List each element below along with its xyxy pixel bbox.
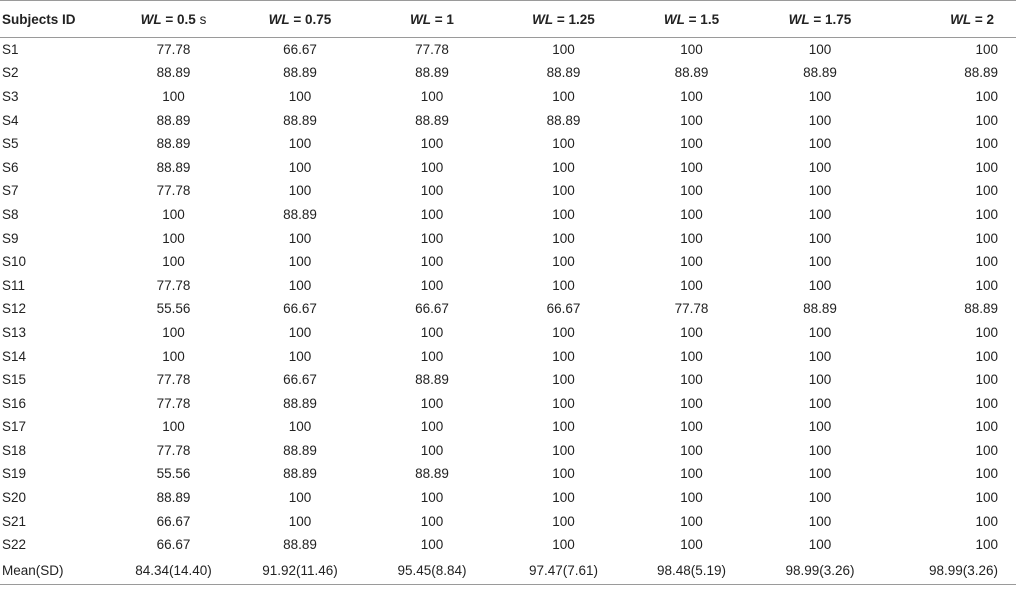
row-label-cell: S10: [2, 254, 27, 270]
value-cell: 100: [975, 442, 998, 458]
header-op: = 2: [971, 11, 994, 27]
header-op: = 0.75: [289, 11, 332, 27]
table-row: [0, 250, 1016, 274]
value-cell: 100: [975, 348, 998, 364]
value-cell: 100: [975, 42, 998, 58]
value-cell: 100: [288, 419, 312, 435]
value-cell: 100: [162, 419, 185, 435]
value-cell: 100: [808, 419, 832, 435]
table-row: [0, 368, 1016, 392]
value-cell: 100: [680, 254, 703, 270]
table-row: [0, 415, 1016, 439]
summary-row: [0, 557, 1016, 585]
value-cell: 77.78: [156, 277, 191, 293]
value-cell: 100: [162, 230, 185, 246]
row-label-cell: Mean(SD): [2, 562, 64, 578]
row-label-cell: S22: [2, 537, 27, 553]
value-cell: 100: [975, 112, 998, 128]
value-cell: 88.89: [283, 395, 317, 411]
value-cell: 97.47(7.61): [528, 562, 599, 578]
value-cell: 88.89: [283, 112, 317, 128]
value-cell: 100: [680, 348, 703, 364]
value-cell: 100: [162, 88, 185, 104]
value-cell: 100: [680, 183, 703, 199]
value-cell: 100: [808, 490, 832, 506]
value-cell: 100: [808, 348, 832, 364]
value-cell: 100: [420, 277, 444, 293]
value-cell: 100: [420, 183, 444, 199]
value-cell: 88.89: [415, 65, 449, 81]
value-cell: 100: [288, 254, 312, 270]
header-wl-2: [885, 1, 1016, 38]
row-label-cell: S6: [2, 159, 19, 175]
header-wl-1-5: [628, 1, 755, 38]
row-label-cell: S15: [2, 372, 27, 388]
table-row: [0, 38, 1016, 62]
value-cell: 100: [680, 206, 703, 222]
value-cell: 100: [975, 183, 998, 199]
value-cell: 100: [288, 277, 312, 293]
table-row: [0, 533, 1016, 557]
value-cell: 88.89: [283, 442, 317, 458]
value-cell: 88.89: [156, 159, 191, 175]
header-op: = 1.5: [684, 11, 720, 27]
value-cell: 100: [808, 466, 832, 482]
table-row: [0, 155, 1016, 179]
value-cell: 66.67: [156, 537, 191, 553]
value-cell: 100: [680, 277, 703, 293]
value-cell: 55.56: [156, 466, 191, 482]
value-cell: 100: [975, 513, 998, 529]
value-cell: 100: [552, 42, 575, 58]
header-var: WL: [663, 11, 685, 27]
row-label-cell: S20: [2, 490, 27, 506]
value-cell: 100: [420, 513, 444, 529]
value-cell: 88.89: [283, 65, 317, 81]
value-cell: 100: [552, 230, 575, 246]
value-cell: 100: [808, 183, 832, 199]
value-cell: 100: [975, 136, 998, 152]
value-cell: 100: [288, 183, 312, 199]
header-row: [0, 1, 1016, 38]
value-cell: 100: [552, 324, 575, 340]
value-cell: 100: [975, 159, 998, 175]
header-op: = 1: [431, 11, 454, 27]
value-cell: 100: [680, 324, 703, 340]
value-cell: 77.78: [674, 301, 709, 317]
header-var: WL: [788, 11, 810, 27]
table-row: [0, 486, 1016, 510]
table-header: [0, 1, 1016, 38]
value-cell: 100: [552, 537, 575, 553]
value-cell: 100: [680, 136, 703, 152]
header-op: = 1.75: [809, 11, 852, 27]
row-label-cell: S16: [2, 395, 27, 411]
value-cell: 100: [288, 230, 312, 246]
value-cell: 88.89: [156, 136, 191, 152]
value-cell: 88.89: [415, 112, 449, 128]
table-row: [0, 509, 1016, 533]
value-cell: 98.99(3.26): [928, 562, 998, 578]
value-cell: 100: [680, 42, 703, 58]
value-cell: 100: [552, 372, 575, 388]
value-cell: 77.78: [156, 183, 191, 199]
value-cell: 88.89: [415, 372, 449, 388]
row-label-cell: S1: [2, 42, 19, 58]
header-subjects-id: [0, 1, 112, 38]
value-cell: 100: [808, 372, 832, 388]
value-cell: 100: [975, 324, 998, 340]
table-row: [0, 321, 1016, 345]
row-label-cell: S18: [2, 442, 27, 458]
value-cell: 100: [808, 442, 832, 458]
value-cell: 91.92(11.46): [262, 562, 338, 578]
value-cell: 100: [975, 372, 998, 388]
value-cell: 100: [680, 372, 703, 388]
table-row: [0, 391, 1016, 415]
header-wl-0-75: [235, 1, 365, 38]
row-label-cell: S11: [2, 277, 26, 293]
row-label-cell: S4: [2, 112, 19, 128]
value-cell: 100: [975, 88, 998, 104]
value-cell: 100: [808, 254, 832, 270]
row-label-cell: S12: [2, 301, 27, 317]
value-cell: 66.67: [283, 372, 317, 388]
value-cell: 100: [420, 206, 444, 222]
value-cell: 88.89: [964, 65, 998, 81]
value-cell: 100: [420, 537, 444, 553]
value-cell: 100: [420, 419, 444, 435]
value-cell: 100: [162, 254, 185, 270]
row-label-cell: S13: [2, 324, 27, 340]
header-var: WL: [950, 11, 972, 27]
value-cell: 77.78: [415, 42, 449, 58]
value-cell: 100: [680, 395, 703, 411]
value-cell: 100: [288, 136, 312, 152]
value-cell: 100: [975, 490, 998, 506]
value-cell: 100: [808, 42, 832, 58]
value-cell: 100: [975, 277, 998, 293]
value-cell: 95.45(8.84): [397, 562, 467, 578]
value-cell: 98.48(5.19): [656, 562, 727, 578]
value-cell: 100: [552, 183, 575, 199]
value-cell: 100: [288, 490, 312, 506]
value-cell: 100: [808, 230, 832, 246]
value-cell: 100: [420, 136, 444, 152]
value-cell: 77.78: [156, 372, 191, 388]
value-cell: 100: [420, 230, 444, 246]
value-cell: 84.34(14.40): [135, 562, 212, 578]
value-cell: 100: [680, 88, 703, 104]
value-cell: 100: [552, 419, 575, 435]
header-label: Subjects ID: [2, 11, 76, 27]
value-cell: 100: [162, 206, 185, 222]
header-var: WL: [410, 11, 432, 27]
value-cell: 100: [975, 466, 998, 482]
value-cell: 100: [552, 348, 575, 364]
row-label-cell: S7: [2, 183, 19, 199]
value-cell: 88.89: [964, 301, 998, 317]
value-cell: 100: [552, 277, 575, 293]
value-cell: 100: [680, 419, 703, 435]
value-cell: 100: [162, 324, 185, 340]
row-label-cell: S19: [2, 466, 27, 482]
header-var: WL: [268, 11, 290, 27]
table-row: [0, 344, 1016, 368]
value-cell: 88.89: [546, 112, 581, 128]
row-label-cell: S3: [2, 88, 19, 104]
row-label-cell: S9: [2, 230, 19, 246]
header-wl-0-5: [112, 1, 235, 38]
value-cell: 88.89: [283, 466, 317, 482]
value-cell: 100: [680, 159, 703, 175]
value-cell: 88.89: [674, 65, 709, 81]
table-row: [0, 85, 1016, 109]
value-cell: 100: [288, 159, 312, 175]
value-cell: 100: [975, 419, 998, 435]
value-cell: 100: [680, 112, 703, 128]
value-cell: 100: [552, 136, 575, 152]
value-cell: 88.89: [546, 65, 581, 81]
value-cell: 66.67: [546, 301, 581, 317]
value-cell: 88.89: [803, 65, 837, 81]
row-label-cell: S14: [2, 348, 27, 364]
value-cell: 100: [552, 159, 575, 175]
value-cell: 100: [808, 206, 832, 222]
value-cell: 88.89: [156, 490, 191, 506]
row-label-cell: S2: [2, 65, 19, 81]
value-cell: 100: [808, 136, 832, 152]
header-wl-1: [365, 1, 499, 38]
value-cell: 100: [808, 277, 832, 293]
row-label-cell: S5: [2, 136, 19, 152]
value-cell: 100: [552, 490, 575, 506]
value-cell: 66.67: [283, 42, 317, 58]
table-row: [0, 273, 1016, 297]
value-cell: 100: [808, 88, 832, 104]
value-cell: 100: [552, 88, 575, 104]
table-row: [0, 439, 1016, 463]
value-cell: 88.89: [156, 112, 191, 128]
value-cell: 100: [162, 348, 185, 364]
header-unit: s: [195, 11, 207, 27]
value-cell: 98.99(3.26): [785, 562, 855, 578]
value-cell: 88.89: [803, 301, 837, 317]
value-cell: 66.67: [283, 301, 317, 317]
header-var: WL: [532, 11, 554, 27]
value-cell: 100: [808, 395, 832, 411]
row-label-cell: S21: [2, 513, 27, 529]
value-cell: 100: [288, 88, 312, 104]
value-cell: 66.67: [415, 301, 449, 317]
value-cell: 100: [552, 206, 575, 222]
value-cell: 66.67: [156, 513, 191, 529]
value-cell: 100: [680, 490, 703, 506]
value-cell: 100: [420, 442, 444, 458]
value-cell: 100: [680, 230, 703, 246]
value-cell: 100: [808, 112, 832, 128]
table-body: [0, 38, 1016, 585]
value-cell: 100: [680, 442, 703, 458]
table-row: [0, 108, 1016, 132]
table-row: [0, 203, 1016, 227]
value-cell: 100: [808, 324, 832, 340]
table-row: [0, 179, 1016, 203]
value-cell: 100: [975, 206, 998, 222]
header-wl-1-25: [499, 1, 628, 38]
value-cell: 100: [420, 88, 444, 104]
value-cell: 100: [420, 490, 444, 506]
value-cell: 77.78: [156, 395, 191, 411]
table-row: [0, 462, 1016, 486]
value-cell: 88.89: [156, 65, 191, 81]
value-cell: 100: [288, 348, 312, 364]
value-cell: 100: [680, 466, 703, 482]
value-cell: 100: [680, 513, 703, 529]
value-cell: 100: [552, 395, 575, 411]
header-op: = 1.25: [553, 11, 595, 27]
value-cell: 77.78: [156, 442, 191, 458]
value-cell: 100: [680, 537, 703, 553]
value-cell: 100: [420, 159, 444, 175]
value-cell: 100: [288, 513, 312, 529]
value-cell: 55.56: [156, 301, 191, 317]
value-cell: 100: [808, 159, 832, 175]
value-cell: 77.78: [156, 42, 191, 58]
value-cell: 100: [808, 513, 832, 529]
value-cell: 100: [808, 537, 832, 553]
header-op: = 0.5: [161, 11, 196, 27]
value-cell: 100: [420, 254, 444, 270]
value-cell: 100: [975, 254, 998, 270]
table-row: [0, 297, 1016, 321]
value-cell: 100: [975, 230, 998, 246]
value-cell: 88.89: [283, 206, 317, 222]
value-cell: 88.89: [415, 466, 449, 482]
row-label-cell: S8: [2, 206, 19, 222]
value-cell: 100: [975, 537, 998, 553]
header-wl-1-75: [755, 1, 885, 38]
value-cell: 100: [288, 324, 312, 340]
value-cell: 100: [552, 466, 575, 482]
table-row: [0, 132, 1016, 156]
row-label-cell: S17: [2, 419, 27, 435]
value-cell: 100: [420, 348, 444, 364]
value-cell: 100: [975, 395, 998, 411]
table-row: [0, 226, 1016, 250]
value-cell: 100: [420, 395, 444, 411]
value-cell: 100: [552, 442, 575, 458]
value-cell: 100: [552, 513, 575, 529]
header-var: WL: [140, 11, 162, 27]
table-row: [0, 61, 1016, 85]
value-cell: 100: [552, 254, 575, 270]
value-cell: 88.89: [283, 537, 317, 553]
value-cell: 100: [420, 324, 444, 340]
